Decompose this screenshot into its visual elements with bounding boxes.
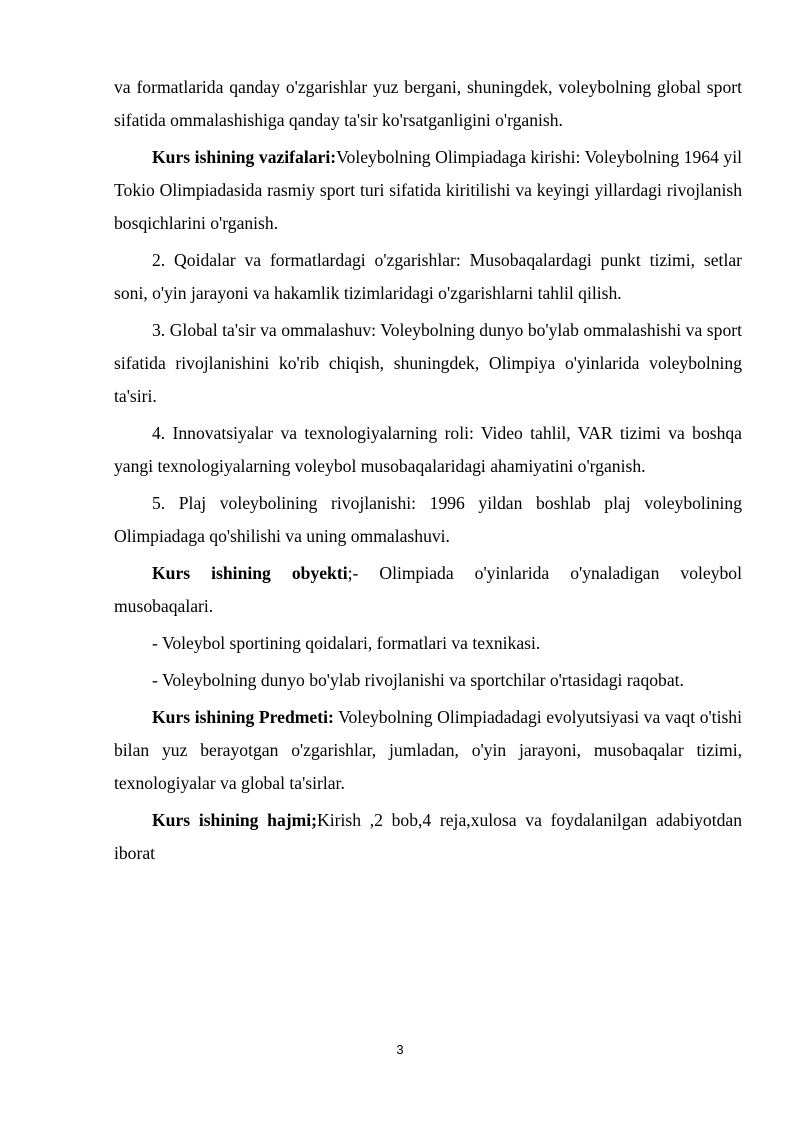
paragraph-text: - Voleybolning dunyo bo'ylab rivojlanishi va sportchilar o'rtasidagi raqobat.	[152, 670, 684, 690]
page-number: 3	[396, 1042, 404, 1057]
paragraph-object	[114, 557, 742, 623]
paragraph-text: Voleybolning Olimpiadaga kirishi: Voleybolning 1964 yil Tokio Olimpiadasida rasmiy sport turi sifatida kiritilishi va keyingi yillardagi rivojlanish bosqichlarini o'rganish.	[114, 147, 742, 233]
paragraph-text: 5. Plaj voleybolining rivojlanishi: 1996 yildan boshlab plaj voleybolining Olimpiadaga qo'shilishi va uning ommalashuvi.	[114, 493, 742, 546]
paragraph-text: ;- Olimpiada o'yinlarida o'ynaladigan voleybol musobaqalari.	[114, 563, 742, 616]
paragraph-task-4	[114, 417, 742, 483]
paragraph-object-item-1	[114, 627, 742, 660]
paragraph-text: va formatlarida qanday o'zgarishlar yuz bergani, shuningdek, voleybolning global sport sifatida ommalashishiga qanday ta'sir ko'rsatganligini o'rganish.	[114, 77, 742, 130]
paragraph-text: 4. Innovatsiyalar va texnologiyalarning roli: Video tahlil, VAR tizimi va boshqa yangi texnologiyalarning voleybol musobaqalaridagi ahamiyatini o'rganish.	[114, 423, 742, 476]
subject-label: Kurs ishining Predmeti:	[152, 707, 334, 727]
paragraph-text: 3. Global ta'sir va ommalashuv: Voleybolning dunyo bo'ylab ommalashishi va sport sifatida rivojlanishini ko'rib chiqish, shuningdek, Olimpiya o'yinlarida voleybolning ta'siri.	[114, 320, 742, 406]
paragraph-tasks	[114, 141, 742, 240]
tasks-label: Kurs ishining vazifalari:	[152, 147, 337, 167]
document-body	[114, 71, 742, 874]
paragraph-object-item-2	[114, 664, 742, 697]
paragraph-task-5	[114, 487, 742, 553]
object-label: Kurs ishining obyekti	[152, 563, 348, 583]
volume-label: Kurs ishining hajmi;	[152, 810, 318, 830]
paragraph-text: Kirish ,2 bob,4 reja,xulosa va foydalanilgan adabiyotdan iborat	[114, 810, 742, 863]
paragraph-subject	[114, 701, 742, 800]
paragraph-text: 2. Qoidalar va formatlardagi o'zgarishlar: Musobaqalardagi punkt tizimi, setlar soni, o'yin jarayoni va hakamlik tizimlaridagi o'zgarishlarni tahlil qilish.	[114, 250, 742, 303]
paragraph-task-2	[114, 244, 742, 310]
paragraph-text: - Voleybol sportining qoidalari, formatlari va texnikasi.	[152, 633, 541, 653]
paragraph-aim-continuation	[114, 71, 742, 137]
paragraph-task-3	[114, 314, 742, 413]
paragraph-volume	[114, 804, 742, 870]
paragraph-text: Voleybolning Olimpiadadagi evolyutsiyasi va vaqt o'tishi bilan yuz berayotgan o'zgarishlar, jumladan, o'yin jarayoni, musobaqalar tizimi, texnologiyalar va global ta'sirlar.	[114, 707, 742, 793]
